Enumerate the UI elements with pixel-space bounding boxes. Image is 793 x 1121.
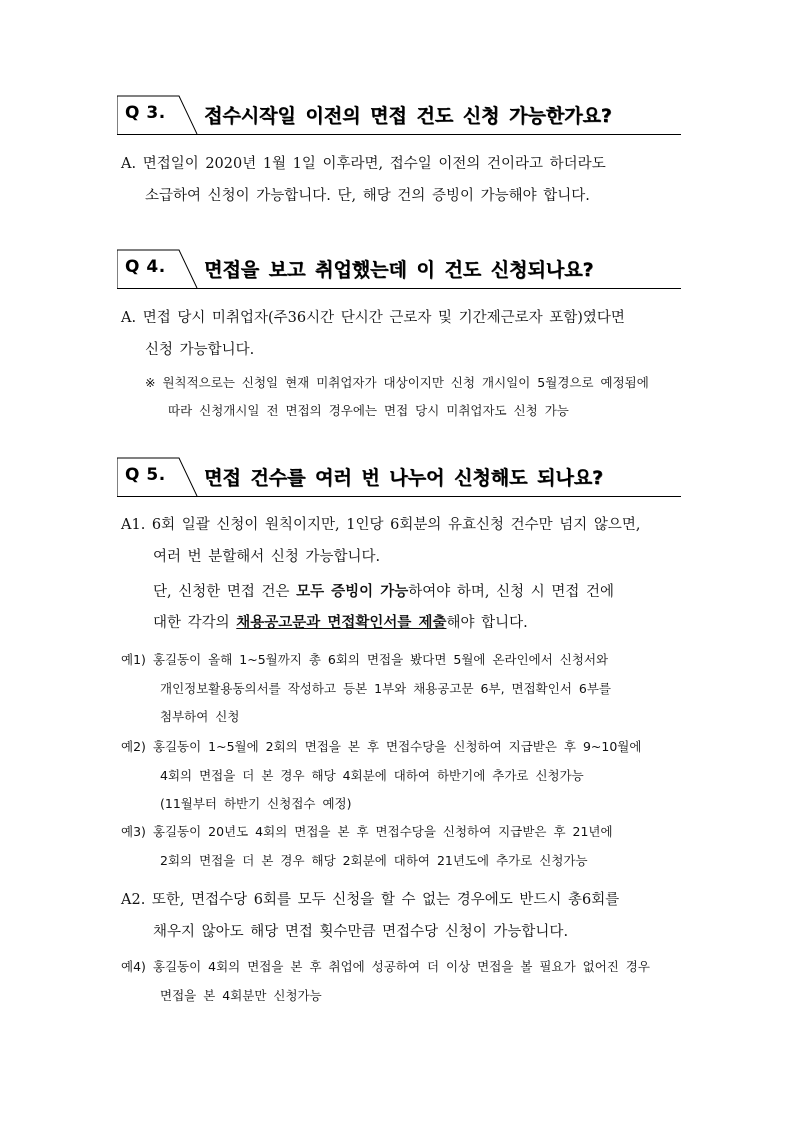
q5-a1-paragraph2: [153, 580, 614, 601]
q4-label: Q 4.: [125, 257, 166, 277]
q5-a1-line2: 여러 번 분할해서 신청 가능합니다.: [153, 549, 381, 565]
q4-note-line1: ※ 원칙적으로는 신청일 현재 미취업자가 대상이지만 신청 개시일이 5월경으로 예정됨에: [145, 375, 649, 390]
q3-header: [117, 95, 681, 135]
q5-example4-line1: 예4) 홍길동이 4회의 면접을 본 후 취업에 성공하여 더 이상 면접을 볼 필요가 없어진 경우: [121, 959, 650, 974]
q5-a1-p3-pre: 대한 각각의: [153, 615, 237, 631]
q5-a1-p2-pre: 단, 신청한 면접 건은: [153, 584, 297, 600]
q5-example2-line1: 예2) 홍길동이 1~5월에 2회의 면접을 본 후 면접수당을 신청하여 지급받은 후 9~10월에: [121, 739, 642, 754]
q5-a2-line2: 채우지 않아도 해당 면접 횟수만큼 면접수당 신청이 가능합니다.: [153, 924, 569, 940]
q5-a1-p3-post: 해야 합니다.: [446, 615, 528, 631]
q5-a1-paragraph3: [153, 611, 528, 632]
q3-label: Q 3.: [125, 103, 166, 123]
q5-example3-line2: 2회의 면접을 더 본 경우 해당 2회분에 대하여 21년도에 추가로 신청가능: [160, 853, 588, 868]
q5-example2-line2: 4회의 면접을 더 본 경우 해당 4회분에 대하여 하반기에 추가로 신청가능: [160, 768, 584, 783]
q4-header: [117, 249, 681, 289]
q3-answer-line1: A. 면접일이 2020년 1월 1일 이후라면, 접수일 이전의 건이라고 하더라도: [121, 156, 606, 172]
q4-note-line2: 따라 신청개시일 전 면접의 경우에는 면접 당시 미취업자도 신청 가능: [168, 403, 569, 418]
q5-a1-line1: A1. 6회 일괄 신청이 원칙이지만, 1인당 6회분의 유효신청 건수만 넘지 않으면,: [121, 517, 641, 533]
q5-header: [117, 457, 681, 497]
q5-example2-line3: (11월부터 하반기 신청접수 예정): [160, 796, 352, 811]
q5-a1-p2-post: 하여야 하며, 신청 시 면접 건에: [408, 584, 615, 600]
q5-a1-p3-emphasis: 채용공고문과 면접확인서를 제출: [236, 615, 447, 631]
q5-example1-line2: 개인정보활용동의서를 작성하고 등본 1부와 채용공고문 6부, 면접확인서 6부를: [160, 681, 611, 696]
q5-a2-line1: A2. 또한, 면접수당 6회를 모두 신청을 할 수 없는 경우에도 반드시 총6회를: [121, 892, 620, 908]
q4-title: 면접을 보고 취업했는데 이 건도 신청되나요?: [204, 259, 594, 281]
q5-example1-line3: 첨부하여 신청: [160, 709, 240, 724]
q3-title: 접수시작일 이전의 면접 건도 신청 가능한가요?: [204, 105, 612, 127]
q5-example1-line1: 예1) 홍길동이 올해 1~5월까지 총 6회의 면접을 봤다면 5월에 온라인에서 신청서와: [121, 652, 609, 667]
q5-a1-p2-emphasis: 모두 증빙이 가능: [296, 584, 409, 600]
q5-title: 면접 건수를 여러 번 나누어 신청해도 되나요?: [204, 467, 604, 489]
q4-answer-line1: A. 면접 당시 미취업자(주36시간 단시간 근로자 및 기간제근로자 포함)였다면: [121, 310, 625, 326]
q4-answer-line2: 신청 가능합니다.: [145, 342, 255, 358]
q5-example4-line2: 면접을 본 4회분만 신청가능: [160, 988, 322, 1003]
q5-example3-line1: 예3) 홍길동이 20년도 4회의 면접을 본 후 면접수당을 신청하여 지급받은 후 21년에: [121, 824, 613, 839]
q3-answer-line2: 소급하여 신청이 가능합니다. 단, 해당 건의 증빙이 가능해야 합니다.: [145, 188, 590, 204]
q5-label: Q 5.: [125, 465, 166, 485]
